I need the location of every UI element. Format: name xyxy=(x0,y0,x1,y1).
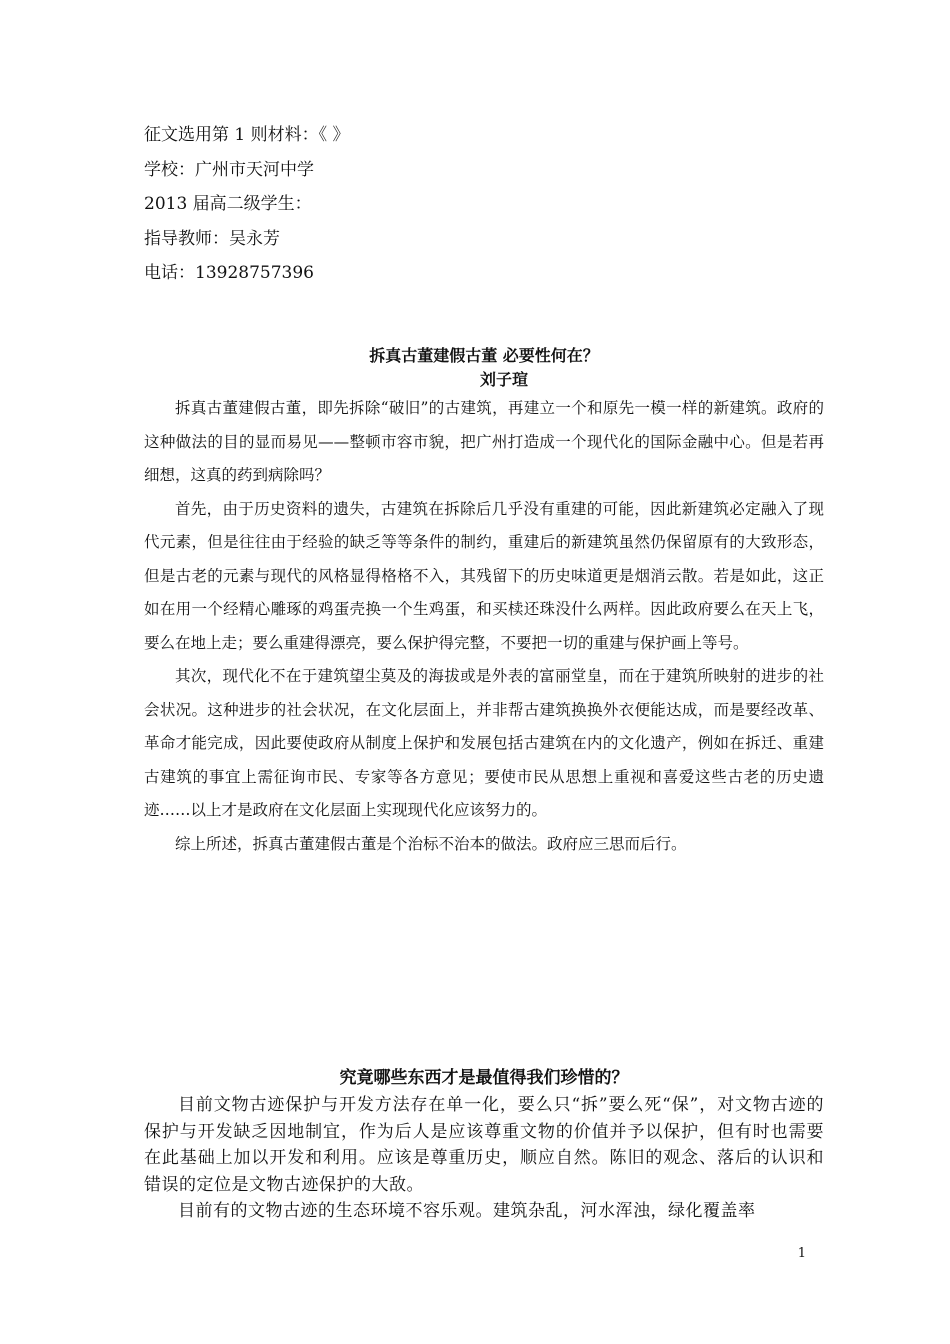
essay-one xyxy=(144,344,824,861)
essay-two-title: 究竟哪些东西才是最值得我们珍惜的？ xyxy=(339,1068,629,1088)
teacher-line: 指导教师：吴永芳 xyxy=(144,228,280,249)
essay-two-paragraph: 目前有的文物古迹的生态环境不容乐观。建筑杂乱，河水浑浊，绿化覆盖率 xyxy=(178,1201,756,1221)
page-number: 1 xyxy=(797,1246,806,1261)
essay-two xyxy=(144,1064,824,1225)
phone-line: 电话：13928757396 xyxy=(144,263,314,283)
student-line: 2013 届高二级学生： xyxy=(144,194,312,214)
essay-one-paragraph: 首先，由于历史资料的遗失，古建筑在拆除后几乎没有重建的可能，因此新建筑必定融入了现代元素，但是往往由于经验的缺乏等等条件的制约，重建后的新建筑虽然仍保留原有的大致形态，但是古老的元素与现代的风格显得格格不入，其残留下的历史味道更是烟消云散。若是如此，这正如在用一个经精心雕琢的鸡蛋壳换一个生鸡蛋，和买椟还珠没什么两样。因此政府要么在天上飞，要么在地上走；要么重建得漂亮，要么保护得完整，不要把一切的重建与保护画上等号。 xyxy=(144,499,824,652)
essay-one-paragraph: 综上所述，拆真古董建假古董是个治标不治本的做法。政府应三思而后行。 xyxy=(175,834,687,853)
essay-two-paragraph: 目前文物古迹保护与开发方法存在单一化，要么只“拆”要么死“保”，对文物古迹的保护与开发缺乏因地制宜，作为后人是应该尊重文物的价值并予以保护，但有时也需要在此基础上加以开发和利用。应该是尊重历史，顺应自然。陈旧的观念、落后的认识和错误的定位是文物古迹保护的大敌。 xyxy=(144,1095,824,1195)
essay-one-author: 刘子瑄 xyxy=(479,370,528,389)
school-line: 学校：广州市天河中学 xyxy=(144,159,314,180)
material-line: 征文选用第 1 则材料：《 》 xyxy=(144,125,350,145)
essay-one-paragraph: 拆真古董建假古董，即先拆除“破旧”的古建筑，再建立一个和原先一模一样的新建筑。政府的这种做法的目的显而易见——整顿市容市貌，把广州打造成一个现代化的国际金融中心。但是若再细想，这真的药到病除吗？ xyxy=(144,399,824,484)
essay-one-paragraph: 其次，现代化不在于建筑望尘莫及的海拔或是外表的富丽堂皇，而在于建筑所映射的进步的社会状况。这种进步的社会状况，在文化层面上，并非帮古建筑换换外衣便能达成，而是要经改革、革命才能完成，因此要使政府从制度上保护和发展包括古建筑在内的文化遗产，例如在拆迁、重建古建筑的事宜上需征询市民、专家等各方意见；要使市民从思想上重视和喜爱这些古老的历史遗迹……以上才是政府在文化层面上实现现代化应该努力的。 xyxy=(144,667,824,819)
essay-one-title: 拆真古董建假古董 必要性何在？ xyxy=(369,346,599,365)
submission-info xyxy=(144,118,824,291)
